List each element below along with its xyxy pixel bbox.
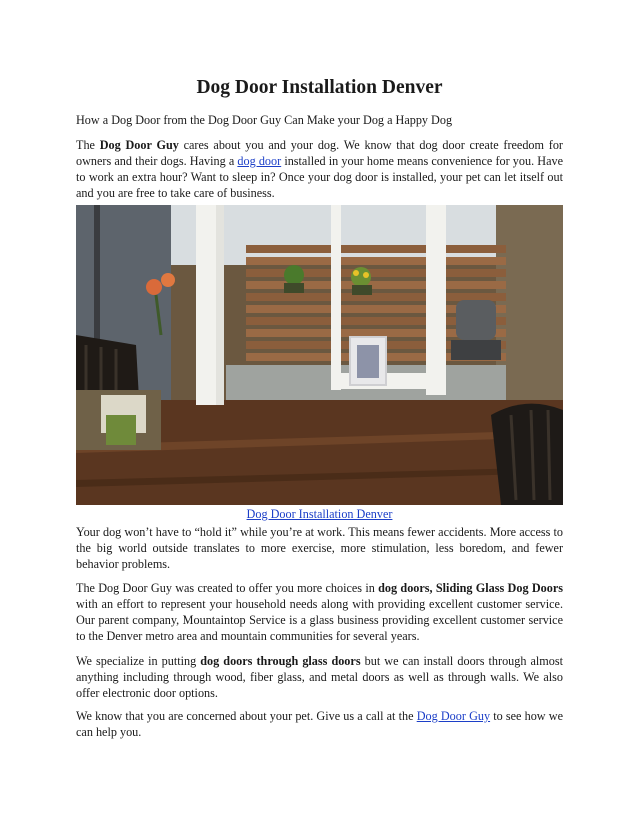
company-paragraph [76,580,563,644]
company-text-a: The Dog Door Guy was created to offer you more choices in [76,581,379,595]
subtitle: How a Dog Door from the Dog Door Guy Can Make your Dog a Happy Dog [76,113,453,127]
image-caption [76,506,563,522]
benefits-paragraph: Your dog won’t have to “hold it” while you’re at work. This means fewer accidents. More access to the big world outside translates to more exercise, more stimulation, less boredom, and fewer behavior problems. [76,525,563,571]
dog-door-photo [76,205,563,505]
intro-text-a: cares about you and your dog. We know that dog door create freedom for owners and their dogs. Having a [76,138,563,168]
dog-door-guy-link[interactable]: Dog Door Guy [416,709,491,723]
specialty-bold: dog doors through glass doors [200,654,361,668]
dog-door-link[interactable]: dog door [237,154,282,168]
specialty-text-a: We specialize in putting [76,654,201,668]
intro-paragraph [76,137,563,201]
company-bold: dog doors, Sliding Glass Dog Doors [378,581,563,595]
company-text-b: with an effort to represent your household needs along with providing excellent customer service. Our parent company, Mountaintop Service is a glass business providing excellent customer service to the Denver metro area and mountain communities for several years. [76,597,563,643]
page-title: Dog Door Installation Denver [196,77,443,98]
contact-text-a: We know that you are concerned about your pet. Give us a call at the [76,709,417,723]
contact-text-b: to see how we can help you. [76,709,563,739]
specialty-paragraph [76,653,563,701]
intro-text-b: installed in your home means convenience for you. Have to work an extra hour? Want to sleep in? Once your dog door is installed, your pet can let itself out and you are free to take care of business. [76,154,563,200]
photo-illustration [76,205,563,505]
brand-name: Dog Door Guy [99,138,179,152]
contact-paragraph [76,708,563,740]
caption-link[interactable]: Dog Door Installation Denver [246,507,393,521]
intro-lead: The [76,138,100,152]
specialty-text-b: but we can install doors through almost anything including through wood, fiber glass, and metal doors as well as through walls. We also offer electronic door options. [76,654,564,700]
